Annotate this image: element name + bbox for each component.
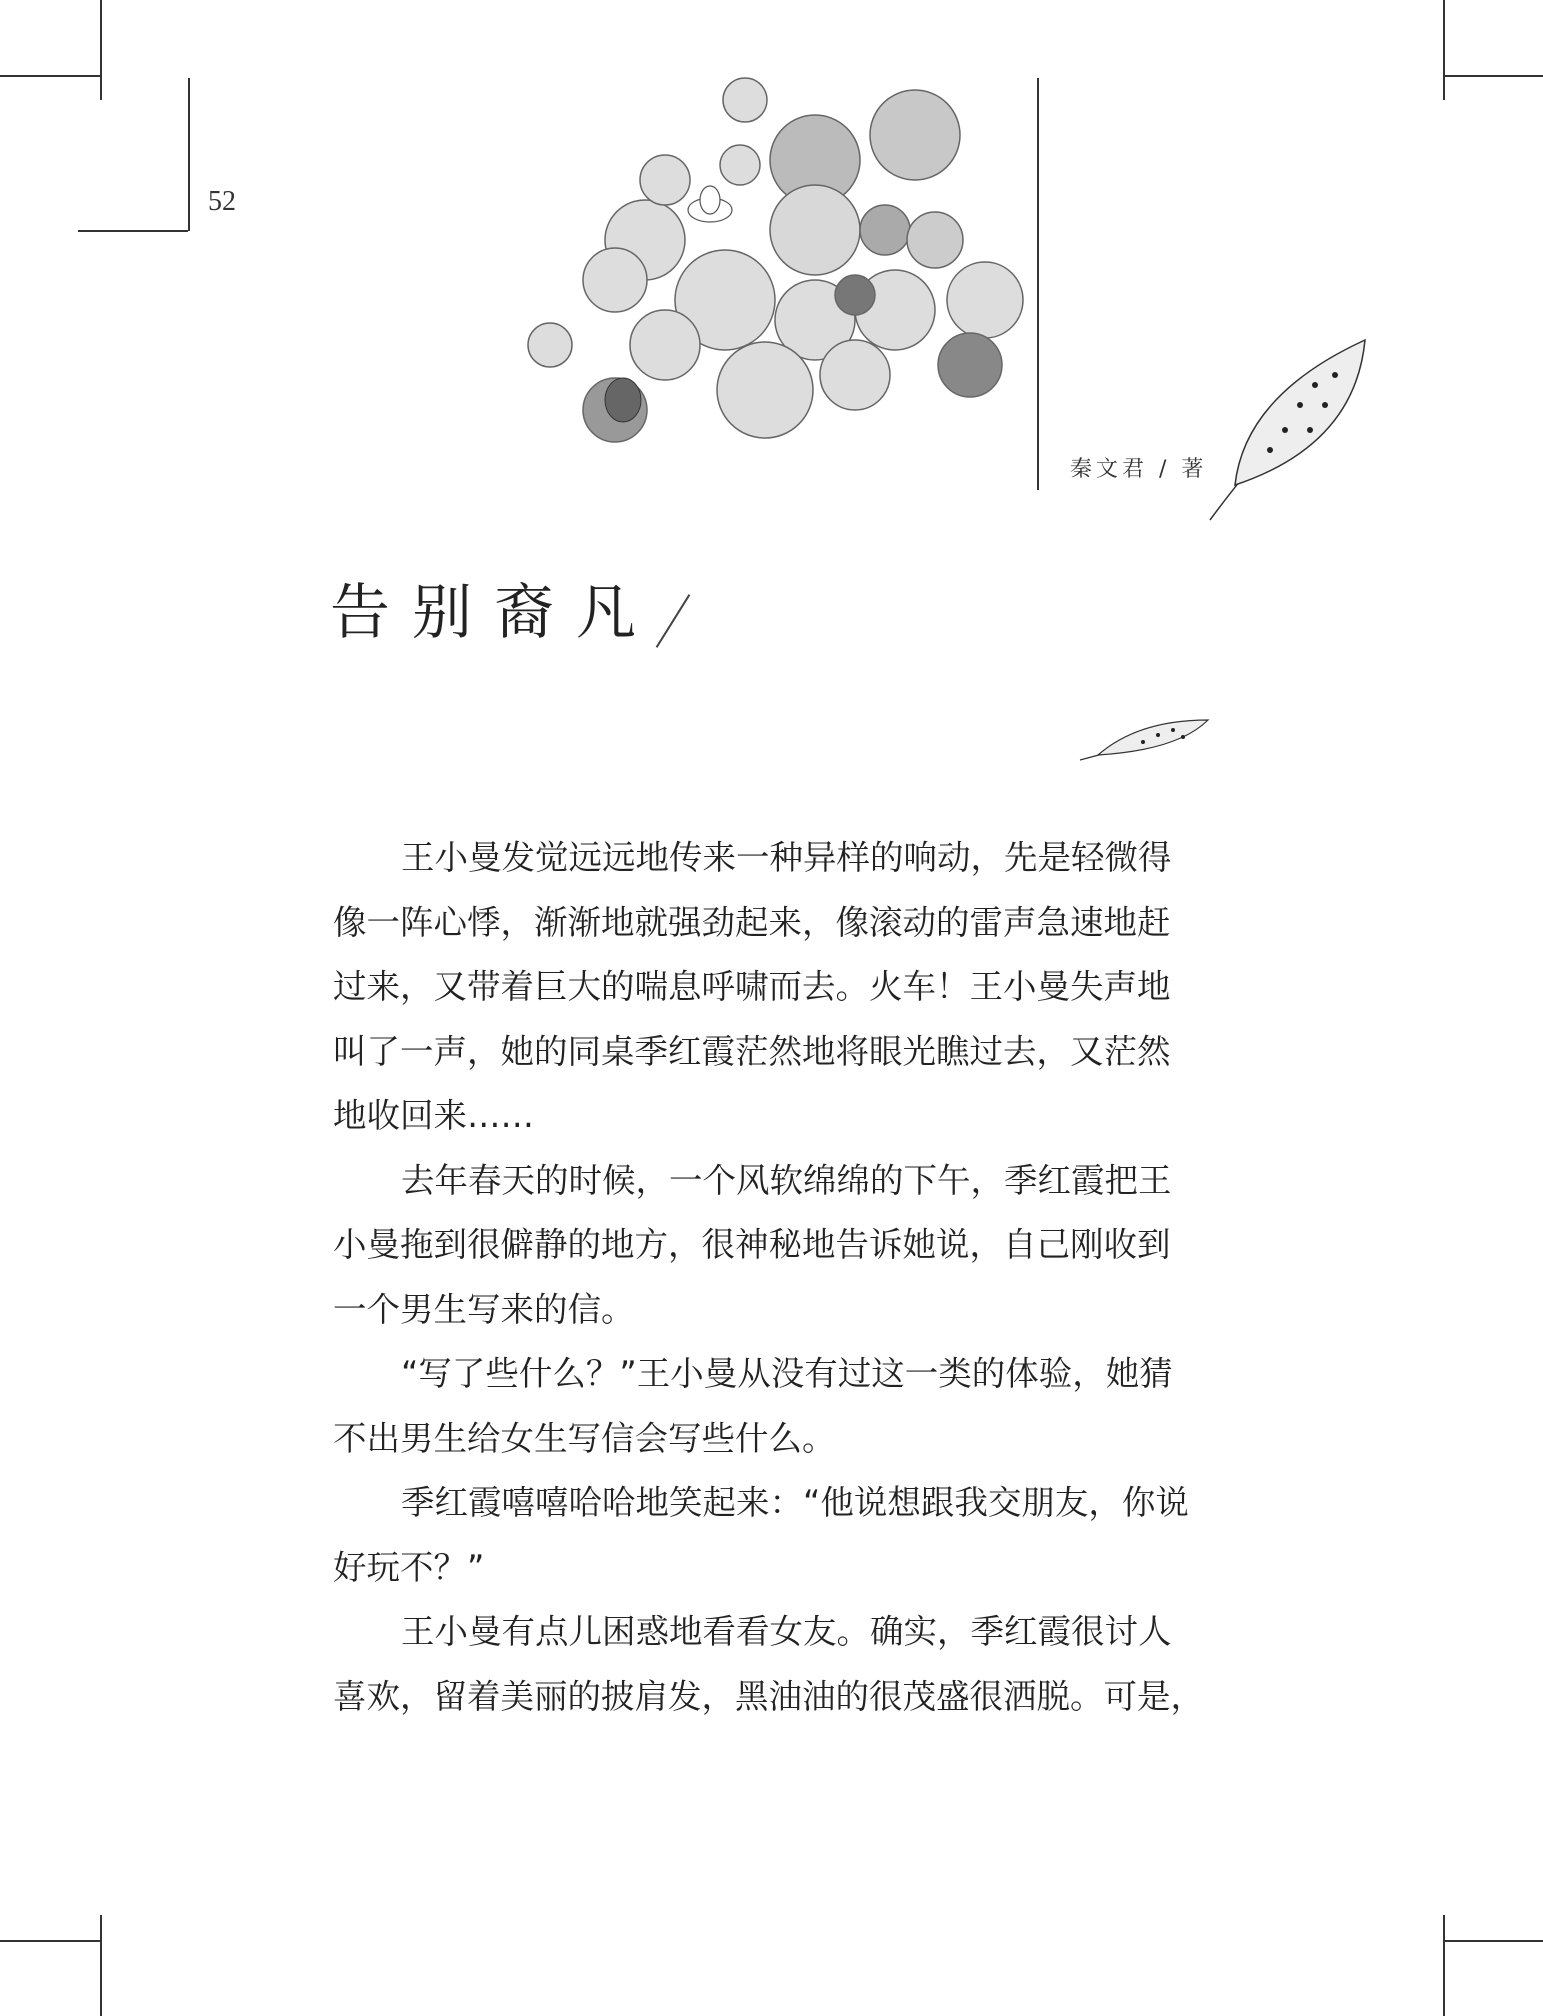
text-line: 像一阵心悸，渐渐地就强劲起来，像滚动的雷声急速地赶	[333, 902, 1171, 942]
paragraph	[333, 1471, 1193, 1600]
feather-icon	[1205, 335, 1375, 525]
crop-mark	[100, 1915, 102, 2016]
page-number: 52	[208, 186, 236, 217]
text-line: 小曼拖到很僻静的地方，很神秘地告诉她说，自己刚收到	[333, 1225, 1171, 1264]
body-text	[333, 826, 1204, 1729]
chapter-title: 告别裔凡	[330, 578, 658, 648]
small-feather-icon	[1078, 715, 1213, 765]
text-line: 去年春天的时候，一个风软绵绵的下午，季红霞把王	[401, 1160, 1172, 1200]
crop-mark	[1443, 1940, 1543, 1942]
paragraph	[333, 1149, 1193, 1343]
text-line: 好玩不？”	[333, 1547, 485, 1587]
text-line: 喜欢，留着美丽的披肩发，黑油油的很茂盛很洒脱。可是，	[333, 1676, 1204, 1716]
text-line: 一个男生写来的信。	[333, 1289, 635, 1329]
paragraph	[333, 1342, 1193, 1471]
text-line: 王小曼有点儿困惑地看看女友。确实，季红霞很讨人	[401, 1612, 1172, 1651]
text-line: 地收回来……	[333, 1096, 534, 1135]
crop-mark	[1443, 0, 1445, 100]
text-line: 过来，又带着巨大的喘息呼啸而去。火车！王小曼失声地	[333, 967, 1171, 1006]
vertical-rule	[1037, 78, 1039, 490]
crop-mark	[1443, 75, 1543, 77]
crop-mark	[0, 1940, 100, 1942]
title-slash	[656, 594, 691, 648]
text-line: “写了些什么？”王小曼从没有过这一类的体验，她猜	[401, 1354, 1173, 1393]
crop-mark	[0, 75, 100, 77]
crop-mark	[100, 0, 102, 100]
text-line: 不出男生给女生写信会写些什么。	[333, 1418, 836, 1458]
crop-mark	[78, 230, 188, 232]
text-line: 王小曼发觉远远地传来一种异样的响动，先是轻微得	[401, 838, 1172, 877]
crop-mark	[1443, 1915, 1445, 2016]
author-credit: 秦文君 / 著	[1070, 457, 1208, 482]
text-line: 叫了一声，她的同桌季红霞茫然地将眼光瞧过去，又茫然	[333, 1031, 1171, 1071]
lily-pad-illustration	[515, 70, 1035, 480]
paragraph	[333, 1600, 1204, 1729]
paragraph	[333, 826, 1193, 1149]
text-line: 季红霞嘻嘻哈哈地笑起来：“他说想跟我交朋友，你说	[401, 1483, 1189, 1522]
crop-mark	[188, 78, 190, 231]
